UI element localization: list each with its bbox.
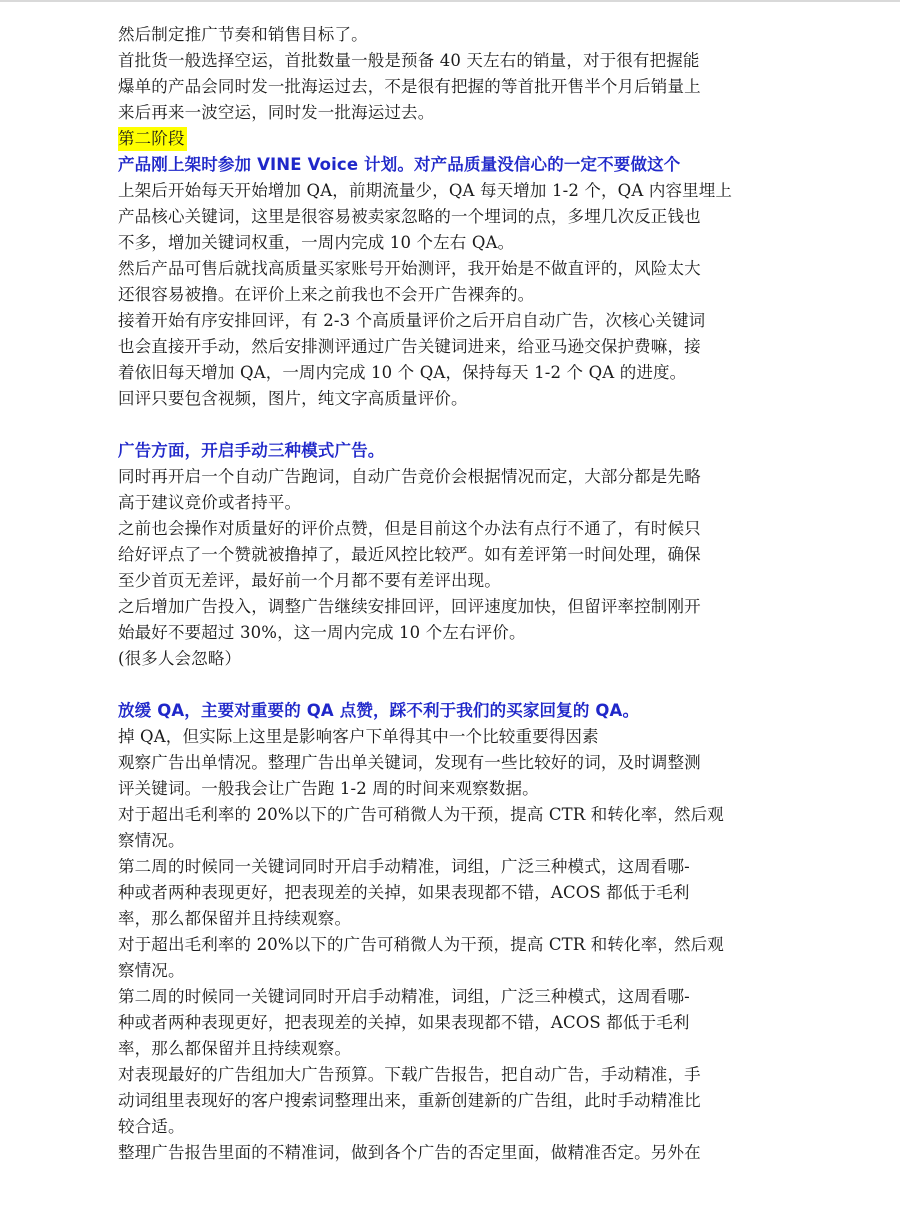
vine-line-9: 回评只要包含视频，图片，纯文字高质量评价。 xyxy=(118,389,468,408)
ads-line-7: 始最好不要超过 30%，这一周内完成 10 个左右评价。 xyxy=(118,623,526,642)
ads-line-8: (很多人会忽略） xyxy=(118,649,242,668)
qa-line-4: 对于超出毛利率的 20%以下的广告可稍微人为干预，提高 CTR 和转化率，然后观 xyxy=(118,805,724,824)
intro-line-1: 然后制定推广节奏和销售目标了。 xyxy=(118,25,368,44)
qa-line-16: 较合适。 xyxy=(118,1117,185,1136)
qa-line-17: 整理广告报告里面的不精准词，做到各个广告的否定里面，做精准否定。另外在 xyxy=(118,1143,701,1162)
qa-line-6: 第二周的时候同一关键词同时开启手动精准，词组，广泛三种模式，这周看哪- xyxy=(118,857,690,876)
qa-line-3: 评关键词。一般我会让广告跑 1-2 周的时间来观察数据。 xyxy=(118,779,539,798)
ads-line-3: 之前也会操作对质量好的评价点赞，但是目前这个办法有点行不通了，有时候只 xyxy=(118,519,701,538)
qa-line-7: 种或者两种表现更好，把表现差的关掉，如果表现都不错，ACOS 都低于毛利 xyxy=(118,883,690,902)
document-page xyxy=(118,22,743,1166)
vine-line-2: 产品核心关键词，这里是很容易被卖家忽略的一个埋词的点，多埋几次反正钱也 xyxy=(118,207,701,226)
blank-line xyxy=(118,412,743,438)
qa-line-14: 对表现最好的广告组加大广告预算。下载广告报告，把自动广告，手动精准，手 xyxy=(118,1065,701,1084)
qa-line-8: 率，那么都保留并且持续观察。 xyxy=(118,909,352,928)
vine-heading: 产品刚上架时参加 VINE Voice 计划。对产品质量没信心的一定不要做这个 xyxy=(118,155,681,174)
intro-line-4: 来后再来一波空运，同时发一批海运过去。 xyxy=(118,103,435,122)
qa-line-2: 观察广告出单情况。整理广告出单关键词，发现有一些比较好的词，及时调整测 xyxy=(118,753,701,772)
qa-line-12: 种或者两种表现更好，把表现差的关掉，如果表现都不错，ACOS 都低于毛利 xyxy=(118,1013,690,1032)
qa-line-1: 掉 QA，但实际上这里是影响客户下单得其中一个比较重要得因素 xyxy=(118,727,599,746)
qa-line-5: 察情况。 xyxy=(118,831,185,850)
ads-line-5: 至少首页无差评，最好前一个月都不要有差评出现。 xyxy=(118,571,501,590)
vine-line-1: 上架后开始每天开始增加 QA，前期流量少，QA 每天增加 1-2 个，QA 内容里埋上 xyxy=(118,181,733,200)
qa-line-15: 动词组里表现好的客户搜索词整理出来，重新创建新的广告组，此时手动精准比 xyxy=(118,1091,701,1110)
vine-line-7: 也会直接开手动，然后安排测评通过广告关键词进来，给亚马逊交保护费嘛，接 xyxy=(118,337,701,356)
ads-line-4: 给好评点了一个赞就被撸掉了，最近风控比较严。如有差评第一时间处理，确保 xyxy=(118,545,701,564)
stage-label-highlight: 第二阶段 xyxy=(118,127,187,151)
ads-heading: 广告方面，开启手动三种模式广告。 xyxy=(118,441,385,460)
intro-line-3: 爆单的产品会同时发一批海运过去，不是很有把握的等首批开售半个月后销量上 xyxy=(118,77,701,96)
qa-line-13: 率，那么都保留并且持续观察。 xyxy=(118,1039,352,1058)
qa-heading: 放缓 QA，主要对重要的 QA 点赞，踩不利于我们的买家回复的 QA。 xyxy=(118,701,640,720)
page-top-border xyxy=(0,0,900,2)
intro-line-2: 首批货一般选择空运，首批数量一般是预备 40 天左右的销量，对于很有把握能 xyxy=(118,51,700,70)
qa-line-11: 第二周的时候同一关键词同时开启手动精准，词组，广泛三种模式，这周看哪- xyxy=(118,987,690,1006)
ads-line-6: 之后增加广告投入，调整广告继续安排回评，回评速度加快，但留评率控制刚开 xyxy=(118,597,701,616)
blank-line xyxy=(118,672,743,698)
vine-line-8: 着依旧每天增加 QA，一周内完成 10 个 QA，保持每天 1-2 个 QA 的进度。 xyxy=(118,363,687,382)
vine-line-6: 接着开始有序安排回评，有 2-3 个高质量评价之后开启自动广告，次核心关键词 xyxy=(118,311,706,330)
stage-line xyxy=(118,126,743,152)
ads-line-1: 同时再开启一个自动广告跑词，自动广告竞价会根据情况而定，大部分都是先略 xyxy=(118,467,701,486)
ads-line-2: 高于建议竞价或者持平。 xyxy=(118,493,302,512)
qa-line-9: 对于超出毛利率的 20%以下的广告可稍微人为干预，提高 CTR 和转化率，然后观 xyxy=(118,935,724,954)
qa-line-10: 察情况。 xyxy=(118,961,185,980)
vine-line-4: 然后产品可售后就找高质量买家账号开始测评，我开始是不做直评的，风险太大 xyxy=(118,259,701,278)
vine-line-3: 不多，增加关键词权重，一周内完成 10 个左右 QA。 xyxy=(118,233,515,252)
vine-line-5: 还很容易被撸。在评价上来之前我也不会开广告裸奔的。 xyxy=(118,285,535,304)
